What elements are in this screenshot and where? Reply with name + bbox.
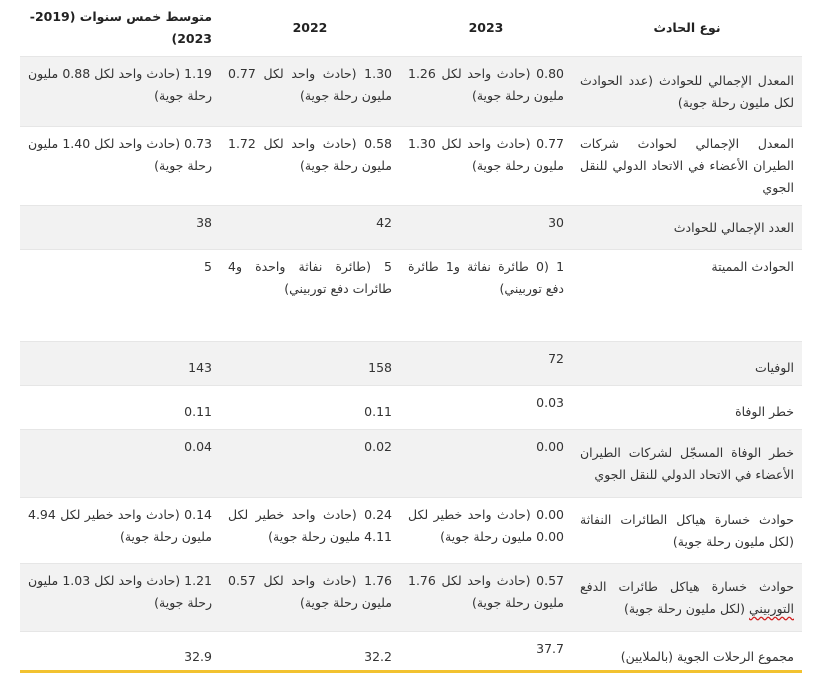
cell-average: 0.73 (حادث واحد لكل 1.40 مليون رحلة جوية) xyxy=(20,127,220,206)
cell-average: 1.21 (حادث واحد لكل 1.03 مليون رحلة جوية) xyxy=(20,564,220,632)
header-2023: 2023 xyxy=(468,20,504,35)
cell-incident-type: حوادث خسارة هياكل الطائرات النفاثة (لكل مليون رحلة جوية) xyxy=(572,498,802,564)
cell-2023: 0.57 (حادث واحد لكل 1.76 مليون رحلة جوية) xyxy=(400,564,572,632)
cell-2022: 5 (طائرة نفاثة واحدة و4 طائرات دفع توربيني) xyxy=(220,250,400,342)
cell-2023: 0.00 (حادث واحد خطير لكل 0.00 مليون رحلة جوية) xyxy=(400,498,572,564)
table-row xyxy=(20,632,802,674)
cell-2023: 0.03 xyxy=(400,386,572,430)
cell-2022: 1.30 (حادث واحد لكل 0.77 مليون رحلة جوية) xyxy=(220,57,400,127)
cell-average: 0.11 xyxy=(20,386,220,430)
cell-2023: 1 (0 طائرة نفاثة و1 طائرة دفع توربيني) xyxy=(400,250,572,342)
table-row xyxy=(20,342,802,386)
cell-incident-type: خطر الوفاة xyxy=(572,386,802,430)
cell-2023: 0.77 (حادث واحد لكل 1.30 مليون رحلة جوية) xyxy=(400,127,572,206)
table-row xyxy=(20,430,802,498)
cell-2022: 0.02 xyxy=(220,430,400,498)
header-2022: 2022 xyxy=(292,20,328,35)
cell-incident-type: مجموع الرحلات الجوية (بالملايين) xyxy=(572,632,802,674)
table-row xyxy=(20,564,802,632)
cell-average: 0.14 (حادث واحد خطير لكل 4.94 مليون رحلة جوية) xyxy=(20,498,220,564)
table-row xyxy=(20,250,802,342)
cell-average: 1.19 (حادث واحد لكل 0.88 مليون رحلة جوية) xyxy=(20,57,220,127)
cell-2023: 72 xyxy=(400,342,572,386)
cell-2023: 30 xyxy=(400,206,572,250)
incident-type-text-start: حوادث خسارة هياكل طائرات الدفع xyxy=(580,578,794,594)
cell-2023: 0.00 xyxy=(400,430,572,498)
cell-incident-type: الحوادث المميتة xyxy=(572,250,802,342)
cell-incident-type: العدد الإجمالي للحوادث xyxy=(572,206,802,250)
cell-average: 143 xyxy=(20,342,220,386)
incident-type-text-end: (لكل مليون رحلة جوية) xyxy=(623,600,749,616)
table-row xyxy=(20,386,802,430)
header-five-year-average: متوسط خمس سنوات (2019-2023) xyxy=(29,9,212,46)
cell-2022: 0.11 xyxy=(220,386,400,430)
cell-2022: 42 xyxy=(220,206,400,250)
header-row xyxy=(20,0,802,57)
cell-2022: 1.76 (حادث واحد لكل 0.57 مليون رحلة جوية) xyxy=(220,564,400,632)
cell-2023: 0.80 (حادث واحد لكل 1.26 مليون رحلة جوية) xyxy=(400,57,572,127)
header-incident-type: نوع الحادث xyxy=(653,20,721,35)
table-row xyxy=(20,206,802,250)
cell-incident-type: الوفيات xyxy=(572,342,802,386)
spellcheck-marked-word: التوربيني xyxy=(749,600,794,616)
cell-incident-type xyxy=(572,564,802,632)
cell-incident-type: خطر الوفاة المسجّل لشركات الطيران الأعضاء في الاتحاد الدولي للنقل الجوي xyxy=(572,430,802,498)
cell-2022: 158 xyxy=(220,342,400,386)
cell-average: 38 xyxy=(20,206,220,250)
table-row xyxy=(20,57,802,127)
table-row xyxy=(20,127,802,206)
cell-average: 5 xyxy=(20,250,220,342)
cell-average: 0.04 xyxy=(20,430,220,498)
cell-2023: 37.7 xyxy=(400,632,572,674)
table-bottom-accent-bar xyxy=(20,670,802,673)
cell-incident-type: المعدل الإجمالي للحوادث (عدد الحوادث لكل مليون رحلة جوية) xyxy=(572,57,802,127)
aviation-safety-table xyxy=(20,0,802,674)
cell-average: 32.9 xyxy=(20,632,220,674)
cell-2022: 32.2 xyxy=(220,632,400,674)
table-row xyxy=(20,498,802,564)
cell-2022: 0.24 (حادث واحد خطير لكل 4.11 مليون رحلة جوية) xyxy=(220,498,400,564)
cell-2022: 0.58 (حادث واحد لكل 1.72 مليون رحلة جوية) xyxy=(220,127,400,206)
cell-incident-type: المعدل الإجمالي لحوادث شركات الطيران الأعضاء في الاتحاد الدولي للنقل الجوي xyxy=(572,127,802,206)
